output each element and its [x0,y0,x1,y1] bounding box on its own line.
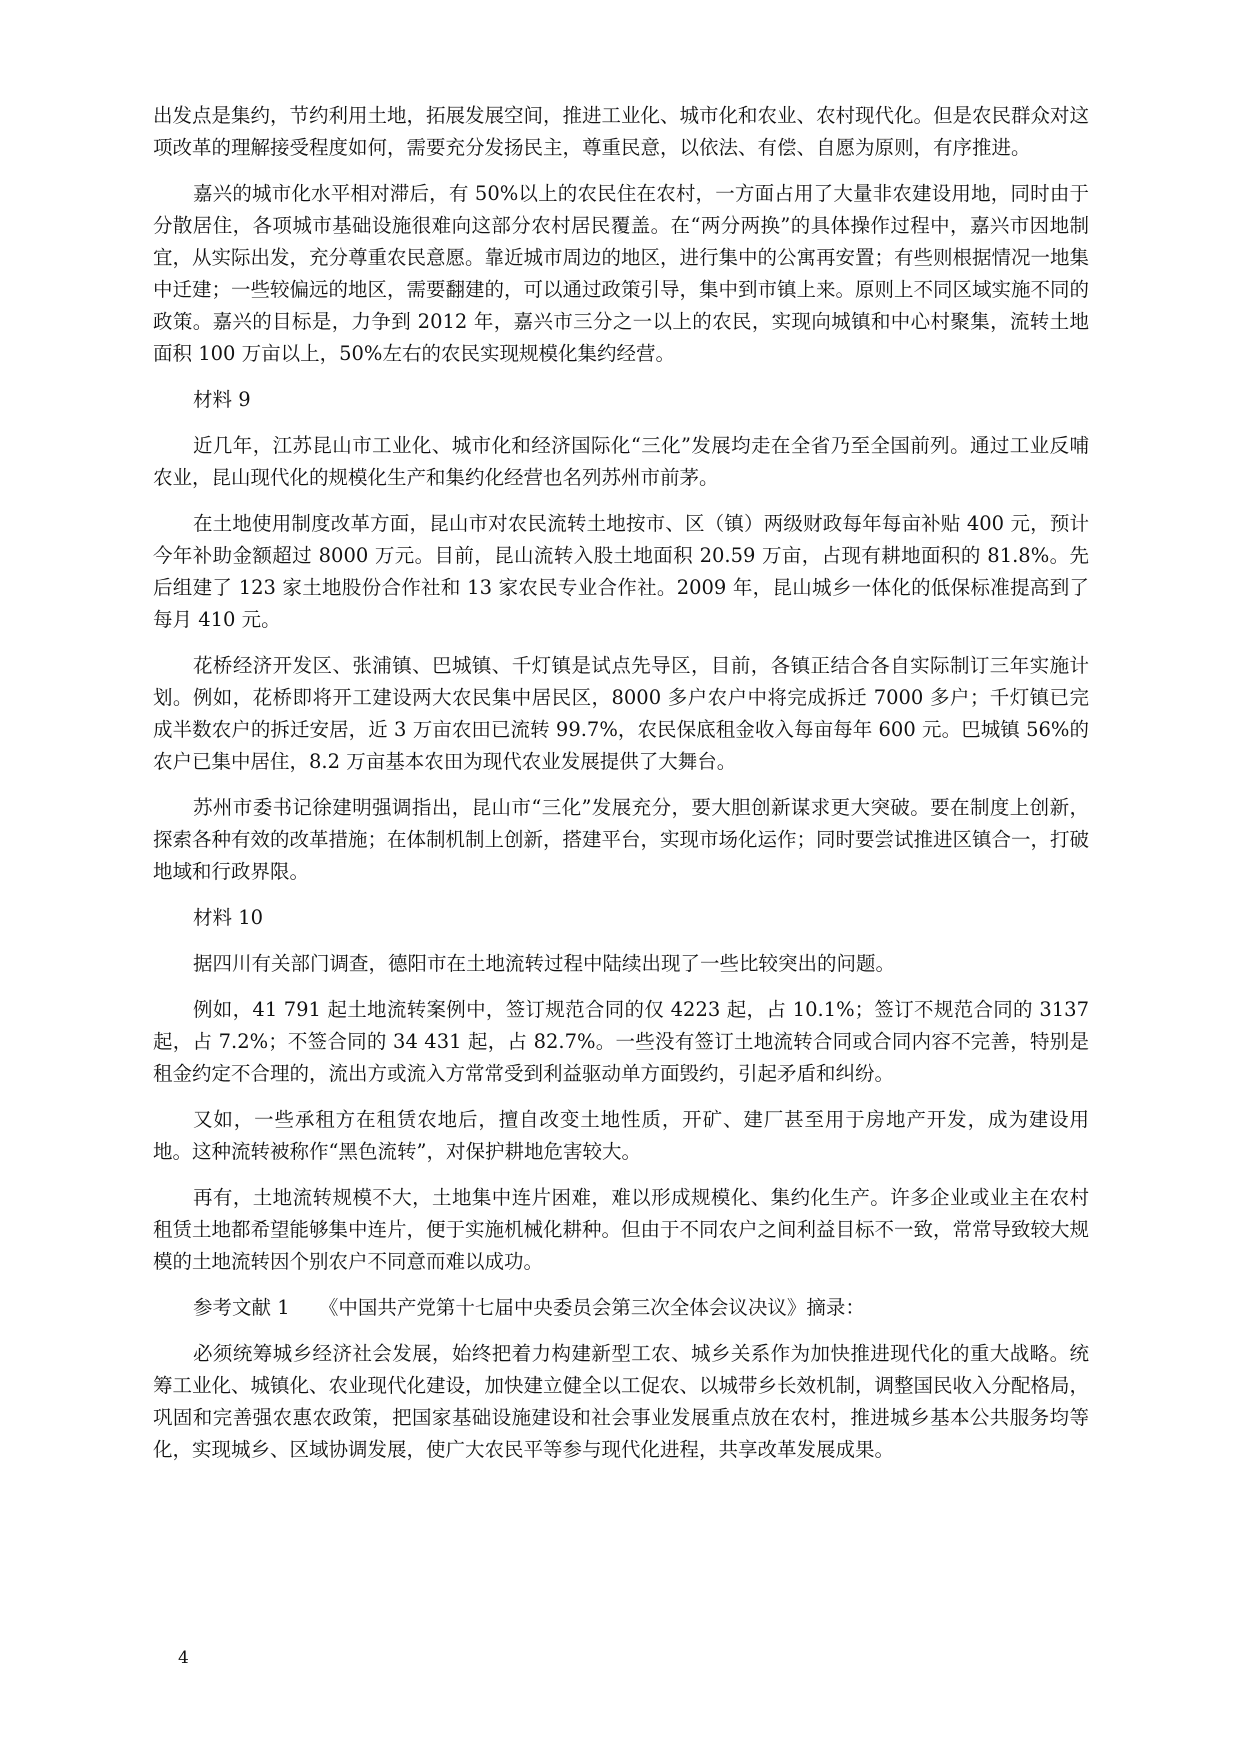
paragraph: 出发点是集约，节约利用土地，拓展发展空间，推进工业化、城市化和农业、农村现代化。但是农民群众对这项改革的理解接受程度如何，需要充分发扬民主，尊重民意，以依法、有偿、自愿为原则，有序推进。 [153,104,1090,159]
page-number: 4 [178,1648,189,1668]
paragraph: 例如，41 791 起土地流转案例中，签订规范合同的仅 4223 起，占 10.1%；签订不规范合同的 3137 起，占 7.2%；不签合同的 34 431 起，占 82.7%。一些没有签订土地流转合同或合同内容不完善，特别是租金约定不合理的，流出方或流入方常常受到利益驱动单方面毁约，引起矛盾和纠纷。 [153,998,1089,1085]
paragraph: 又如，一些承租方在租赁农地后，擅自改变土地性质，开矿、建厂甚至用于房地产开发，成为建设用地。这种流转被称作“黑色流转”，对保护耕地危害较大。 [153,1108,1089,1163]
paragraph: 必须统筹城乡经济社会发展，始终把着力构建新型工农、城乡关系作为加快推进现代化的重大战略。统筹工业化、城镇化、农业现代化建设，加快建立健全以工促农、以城带乡长效机制，调整国民收入分配格局，巩固和完善强农惠农政策，把国家基础设施建设和社会事业发展重点放在农村，推进城乡基本公共服务均等化，实现城乡、区域协调发展，使广大农民平等参与现代化进程，共享改革发展成果。 [153,1342,1090,1461]
paragraph: 苏州市委书记徐建明强调指出，昆山市“三化”发展充分，要大胆创新谋求更大突破。要在制度上创新，探索各种有效的改革措施；在体制机制上创新，搭建平台，实现市场化运作；同时要尝试推进区镇合一，打破地域和行政界限。 [153,796,1090,883]
paragraph: 据四川有关部门调查，德阳市在土地流转过程中陆续出现了一些比较突出的问题。 [193,952,896,975]
paragraph: 在土地使用制度改革方面，昆山市对农民流转土地按市、区（镇）两级财政每年每亩补贴 400 元，预计今年补助金额超过 8000 万元。目前，昆山流转入股土地面积 20.59 万亩，占现有耕地面积的 81.8%。先后组建了 123 家土地股份合作社和 13 家农民专业合作社。2009 年，昆山城乡一体化的低保标准提高到了每月 410 元。 [153,512,1089,631]
reference-heading: 参考文献 1 《中国共产党第十七届中央委员会第三次全体会议决议》摘录： [193,1296,865,1319]
document-body [153,100,1089,1480]
paragraph: 花桥经济开发区、张浦镇、巴城镇、千灯镇是试点先导区，目前，各镇正结合各自实际制订三年实施计划。例如，花桥即将开工建设两大农民集中居民区，8000 多户农户中将完成拆迁 7000 多户；千灯镇已完成半数农户的拆迁安居，近 3 万亩农田已流转 99.7%，农民保底租金收入每亩每年 600 元。巴城镇 56%的农户已集中居住，8.2 万亩基本农田为现代农业发展提供了大舞台。 [153,654,1089,773]
paragraph: 近几年，江苏昆山市工业化、城市化和经济国际化“三化”发展均走在全省乃至全国前列。通过工业反哺农业，昆山现代化的规模化生产和集约化经营也名列苏州市前茅。 [153,434,1089,489]
section-heading: 材料 10 [193,906,264,929]
section-heading: 材料 9 [193,388,251,411]
paragraph: 再有，土地流转规模不大，土地集中连片困难，难以形成规模化、集约化生产。许多企业或业主在农村租赁土地都希望能够集中连片，便于实施机械化耕种。但由于不同农户之间利益目标不一致，常常导致较大规模的土地流转因个别农户不同意而难以成功。 [153,1186,1090,1273]
paragraph: 嘉兴的城市化水平相对滞后，有 50%以上的农民住在农村，一方面占用了大量非农建设用地，同时由于分散居住，各项城市基础设施很难向这部分农村居民覆盖。在“两分两换”的具体操作过程中，嘉兴市因地制宜，从实际出发，充分尊重农民意愿。靠近城市周边的地区，进行集中的公寓再安置；有些则根据情况一地集中迁建；一些较偏远的地区，需要翻建的，可以通过政策引导，集中到市镇上来。原则上不同区域实施不同的政策。嘉兴的目标是，力争到 2012 年，嘉兴市三分之一以上的农民，实现向城镇和中心村聚集，流转土地面积 100 万亩以上，50%左右的农民实现规模化集约经营。 [153,182,1090,365]
